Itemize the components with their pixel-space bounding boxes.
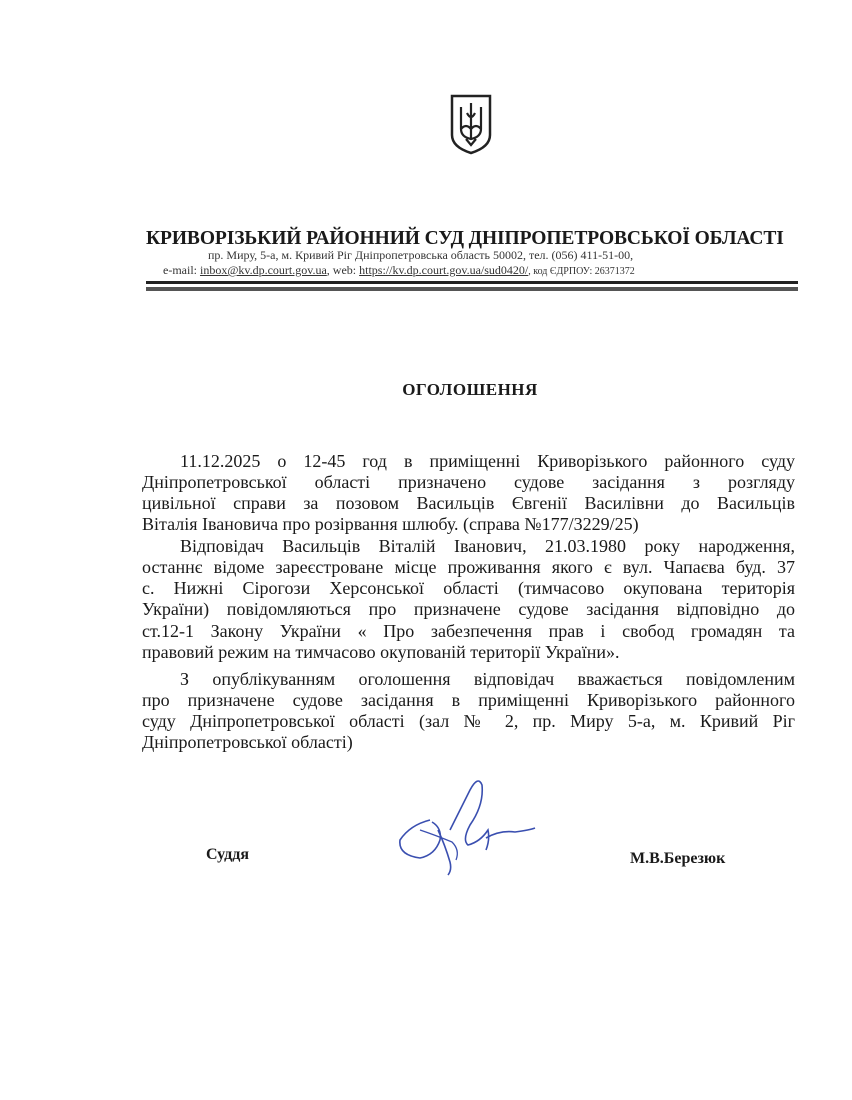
edrpou-code: , код ЄДРПОУ: 26371372	[528, 266, 635, 277]
body-line: З опублікуванням оголошення відповідач вважається повідомленим	[180, 669, 795, 689]
coat-of-arms-icon	[449, 93, 493, 155]
web-label: , web:	[326, 263, 360, 277]
body-line: ст.12-1 Закону України « Про забезпечення прав і свобод громадян та	[142, 621, 795, 641]
court-name: КРИВОРІЗЬКИЙ РАЙОННИЙ СУД ДНІПРОПЕТРОВСЬКОЇ ОБЛАСТІ	[146, 228, 784, 249]
document-title: ОГОЛОШЕННЯ	[402, 380, 538, 399]
web-link[interactable]: https://kv.dp.court.gov.ua/sud0420/	[359, 263, 529, 277]
body-line: суду Дніпропетровської області (зал № 2, пр. Миру 5-а, м. Кривий Ріг	[142, 711, 795, 731]
court-address: пр. Миру, 5-а, м. Кривий Ріг Дніпропетровська область 50002, тел. (056) 411-51-00,	[208, 248, 634, 262]
judge-label: Суддя	[206, 846, 249, 863]
body-line: цивільної справи за позовом Васильців Євгенії Василівни до Васильців	[142, 493, 795, 513]
header-divider	[146, 281, 798, 284]
header-divider-thick	[146, 287, 798, 291]
judge-name: М.В.Березюк	[630, 850, 726, 867]
body-line: 11.12.2025 о 12-45 год в приміщенні Криворізького районного суду	[180, 451, 795, 471]
body-line: Дніпропетровської області призначено судове засідання з розгляду	[142, 472, 795, 492]
body-line: Віталія Івановича про розірвання шлюбу. (справа №177/3229/25)	[142, 514, 639, 534]
body-line: Дніпропетровської області)	[142, 732, 353, 752]
body-line: України) повідомляються про призначене судове засідання відповідно до	[142, 599, 795, 619]
body-line: останнє відоме зареєстроване місце проживання якого є вул. Чапаєва буд. 37	[142, 557, 795, 577]
court-contacts	[163, 263, 635, 278]
email-link[interactable]: inbox@kv.dp.court.gov.ua	[199, 263, 327, 277]
handwritten-signature	[390, 770, 540, 880]
email-label: e-mail:	[163, 263, 200, 277]
body-line: правовий режим на тимчасово окупованій території України».	[142, 642, 620, 662]
body-line: про призначене судове засідання в приміщенні Криворізького районного	[142, 690, 795, 710]
body-line: Відповідач Васильців Віталій Іванович, 21.03.1980 року народження,	[180, 536, 795, 556]
body-line: с. Нижні Сірогози Херсонської області (тимчасово окупована територія	[142, 578, 795, 598]
